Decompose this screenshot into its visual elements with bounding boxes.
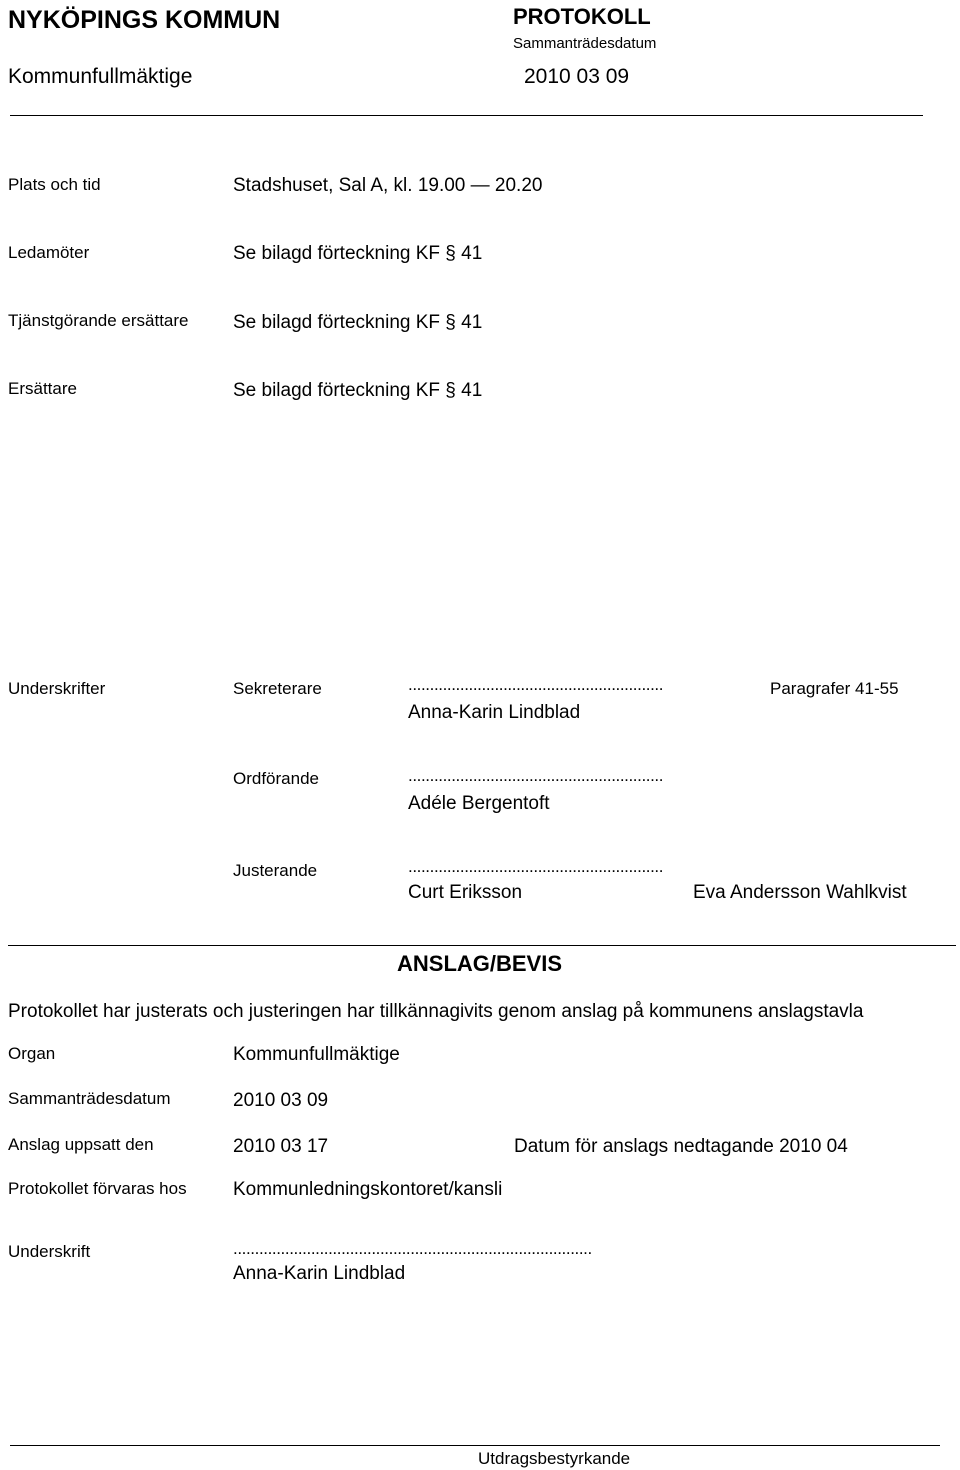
posted-value: 2010 03 17 (233, 1136, 329, 1157)
paragraphs: Paragrafer 41-55 (770, 679, 899, 698)
secretary-signature-line: ........................................................... (408, 675, 664, 694)
chair-name: Adéle Bergentoft (408, 793, 550, 814)
header-divider (10, 115, 923, 116)
chair-signature-line: ........................................................... (408, 766, 664, 785)
notice-statement: Protokollet har justerats och justeringen har tillkännagivits genom anslag på kommunens anslagstavla (8, 1001, 864, 1022)
notice-date-label: Sammanträdesdatum (8, 1089, 171, 1108)
notice-title: ANSLAG/BEVIS (397, 951, 563, 976)
removal-date-label: Datum för anslags nedtagande 2010 04 (514, 1136, 848, 1157)
substitutes-value: Se bilagd förteckning KF § 41 (233, 380, 483, 401)
notice-signature-label: Underskrift (8, 1242, 91, 1261)
meeting-date: 2010 03 09 (524, 65, 630, 88)
notice-divider (8, 945, 956, 946)
organ-label: Organ (8, 1044, 56, 1063)
adjuster-name-1: Curt Eriksson (408, 882, 523, 903)
adjuster-name-2: Eva Andersson Wahlkvist (693, 882, 907, 903)
secretary-name: Anna-Karin Lindblad (408, 702, 581, 723)
governing-body: Kommunfullmäktige (8, 65, 193, 88)
certification-label: Utdragsbestyrkande (478, 1449, 631, 1468)
organ-value: Kommunfullmäktige (233, 1044, 400, 1065)
chair-label: Ordförande (233, 769, 319, 788)
notice-date-value: 2010 03 09 (233, 1090, 329, 1111)
signatures-label: Underskrifter (8, 679, 106, 698)
secretary-label: Sekreterare (233, 679, 322, 698)
meeting-date-label: Sammanträdesdatum (513, 35, 657, 52)
document-type: PROTOKOLL (513, 4, 651, 29)
notice-signature-line: ................................................................................... (233, 1239, 592, 1258)
place-label: Plats och tid (8, 175, 101, 194)
members-value: Se bilagd förteckning KF § 41 (233, 243, 483, 264)
substitutes-label: Ersättare (8, 379, 77, 398)
posted-label: Anslag uppsatt den (8, 1135, 154, 1154)
footer-divider (10, 1445, 940, 1446)
storage-label: Protokollet förvaras hos (8, 1179, 187, 1198)
adjuster-label: Justerande (233, 861, 318, 880)
municipality-name: NYKÖPINGS KOMMUN (8, 6, 281, 34)
members-label: Ledamöter (8, 243, 90, 262)
notice-signature-name: Anna-Karin Lindblad (233, 1263, 406, 1284)
serving-substitutes-value: Se bilagd förteckning KF § 41 (233, 312, 483, 333)
storage-value: Kommunledningskontoret/kansli (233, 1179, 503, 1200)
adjuster-signature-line: ........................................................... (408, 857, 664, 876)
serving-substitutes-label: Tjänstgörande ersättare (8, 311, 189, 330)
place-value: Stadshuset, Sal A, kl. 19.00 — 20.20 (233, 175, 543, 196)
